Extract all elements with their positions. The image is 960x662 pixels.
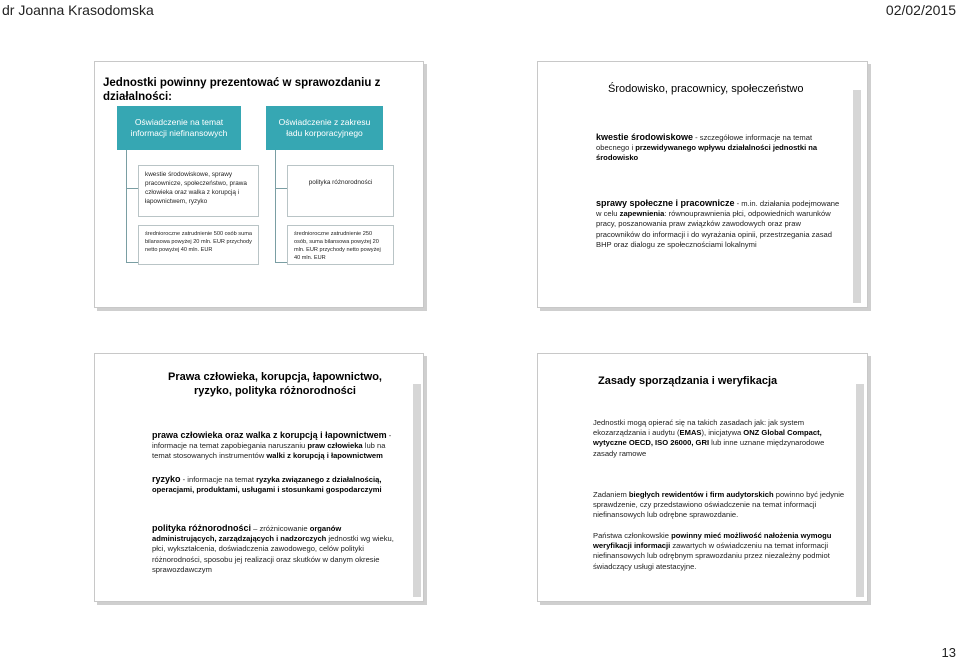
social-paragraph bbox=[596, 198, 844, 250]
diversity-text: – zróżnicowanie bbox=[251, 524, 310, 533]
author-header: dr Joanna Krasodomska bbox=[2, 2, 154, 18]
connector-line bbox=[275, 188, 287, 189]
right-criteria-box: średnioroczne zatrudnienie 250 osób, suma bilansowa powyżej 20 mln. EUR przychody netto powyżej 40 mln. EUR bbox=[287, 225, 394, 265]
box-non-financial-statement: Oświadczenie na temat informacji niefinansowych bbox=[117, 106, 241, 150]
verification-bold: powinny mieć możliwość nałożenia wymogu weryfikacji informacji bbox=[593, 531, 832, 551]
auditors-paragraph bbox=[593, 490, 845, 521]
principles-text-3: lub inne uznane międzynarodowe zasady ramowe bbox=[593, 438, 825, 458]
right-topics-box: polityka różnorodności bbox=[287, 165, 394, 217]
social-text: - m.in. działania podejmowane w celu bbox=[596, 199, 840, 219]
risk-text: - informacje na temat bbox=[180, 475, 257, 484]
social-heading: sprawy społeczne i pracownicze bbox=[596, 198, 735, 208]
connector-line bbox=[275, 262, 287, 263]
social-text-bold: zapewnienia bbox=[619, 209, 665, 219]
principles-paragraph bbox=[593, 418, 845, 459]
risk-text-bold: ryzyka związanego z działalnością, operacjami, produktami, usługami i stosunkami gospodarczymi bbox=[152, 475, 382, 495]
connector-line bbox=[126, 150, 127, 263]
auditors-text-2: powinno być jedynie sprawdzenie, czy przedstawiono oświadczenie na temat informacji niefinansowych lub odrębne sprawozdanie. bbox=[593, 490, 845, 520]
connector-line bbox=[126, 262, 138, 263]
slide-1-title: Jednostki powinny prezentować w sprawozdaniu z działalności: bbox=[103, 77, 381, 103]
risk-heading: ryzyko bbox=[152, 474, 181, 484]
principles-emas: EMAS bbox=[679, 428, 702, 438]
social-text-rest: : równouprawnienia płci, odpowiednich warunków pracy, poszanowania praw związków zawodowych oraz praw pracowników do informacji i do wyrażania opinii, przestrzegania zasad BHP oraz dialogu ze społecznościami lokalnymi bbox=[596, 209, 832, 249]
principles-text-2: ), inicjatywa bbox=[701, 428, 744, 438]
slide-4 bbox=[537, 353, 868, 602]
date-header: 02/02/2015 bbox=[885, 2, 956, 18]
decorative-band bbox=[413, 384, 421, 597]
decorative-band bbox=[853, 90, 861, 303]
slide-3-title: Prawa człowieka, korupcja, łapownictwo, ryzyko, polityka różnorodności bbox=[168, 371, 382, 397]
human-rights-text-2: lub na temat stosowanych instrumentów bbox=[152, 441, 386, 461]
human-rights-text: - informacje na temat zapobiegania naruszaniu bbox=[152, 431, 392, 451]
slide-1 bbox=[94, 61, 424, 308]
principles-text: Jednostki mogą opierać się na takich zasadach jak: jak system ekozarządzania i audytu ( bbox=[593, 418, 805, 438]
diversity-text-bold: administrujących, zarządzających i nadzorczych bbox=[152, 534, 327, 544]
human-rights-paragraph bbox=[152, 430, 402, 462]
box-corporate-governance-statement: Oświadczenie z zakresu ładu korporacyjnego bbox=[266, 106, 383, 150]
auditors-bold: biegłych rewidentów i firm audytorskich bbox=[628, 490, 774, 499]
connector-line bbox=[126, 188, 138, 189]
verification-text-2: zawartych w oświadczeniu na temat informacji niefinansowych lub odrębnym sprawozdaniu przez niezależny podmiot świadczący usługi atestacyjne. bbox=[593, 541, 830, 571]
human-rights-text-bold: praw człowieka bbox=[307, 441, 363, 451]
page-number: 13 bbox=[941, 645, 956, 660]
diversity-paragraph bbox=[152, 523, 402, 575]
slide-2 bbox=[537, 61, 868, 308]
slide-4-title: Zasady sporządzania i weryfikacja bbox=[598, 375, 778, 387]
risk-paragraph bbox=[152, 474, 402, 495]
left-criteria-box: średnioroczne zatrudnienie 500 osób suma bilansowa powyżej 20 mln. EUR przychody netto powyżej 40 mln. EUR bbox=[138, 225, 259, 265]
environment-heading: kwestie środowiskowe bbox=[596, 132, 694, 142]
environment-paragraph bbox=[596, 132, 844, 164]
slide-3 bbox=[94, 353, 424, 602]
environment-text: - szczegółowe informacje na temat obecnego i bbox=[596, 133, 813, 153]
verification-paragraph bbox=[593, 531, 845, 572]
left-topics-box: kwestie środowiskowe, sprawy pracownicze, społeczeństwo, prawa człowieka oraz walka z korupcją i łapownictwem, ryzyko bbox=[138, 165, 259, 217]
decorative-band bbox=[856, 384, 864, 597]
auditors-text: Zadaniem bbox=[593, 490, 629, 499]
principles-frameworks: ONZ Global Compact, wytyczne OECD, ISO 26000, GRI bbox=[593, 428, 822, 448]
human-rights-heading: prawa człowieka oraz walka z korupcją i łapownictwem bbox=[152, 430, 387, 440]
human-rights-text-bold-2: walki z korupcją i łapownictwem bbox=[266, 451, 383, 461]
diversity-text-organs: organów bbox=[309, 524, 342, 533]
slide-2-title: Środowisko, pracownicy, społeczeństwo bbox=[608, 83, 804, 95]
verification-text: Państwa członkowskie bbox=[593, 531, 672, 540]
connector-line bbox=[275, 150, 276, 263]
diversity-heading: polityka różnorodności bbox=[152, 523, 252, 533]
diversity-text-rest: jednostki wg wieku, płci, wykształcenia, doświadczenia zawodowego, celów polityki różnorodności, sposobu jej realizacji oraz skutków w danym okresie sprawozdawczym bbox=[152, 534, 394, 574]
environment-text-bold: przewidywanego wpływu działalności jednostki na środowisko bbox=[596, 143, 818, 163]
